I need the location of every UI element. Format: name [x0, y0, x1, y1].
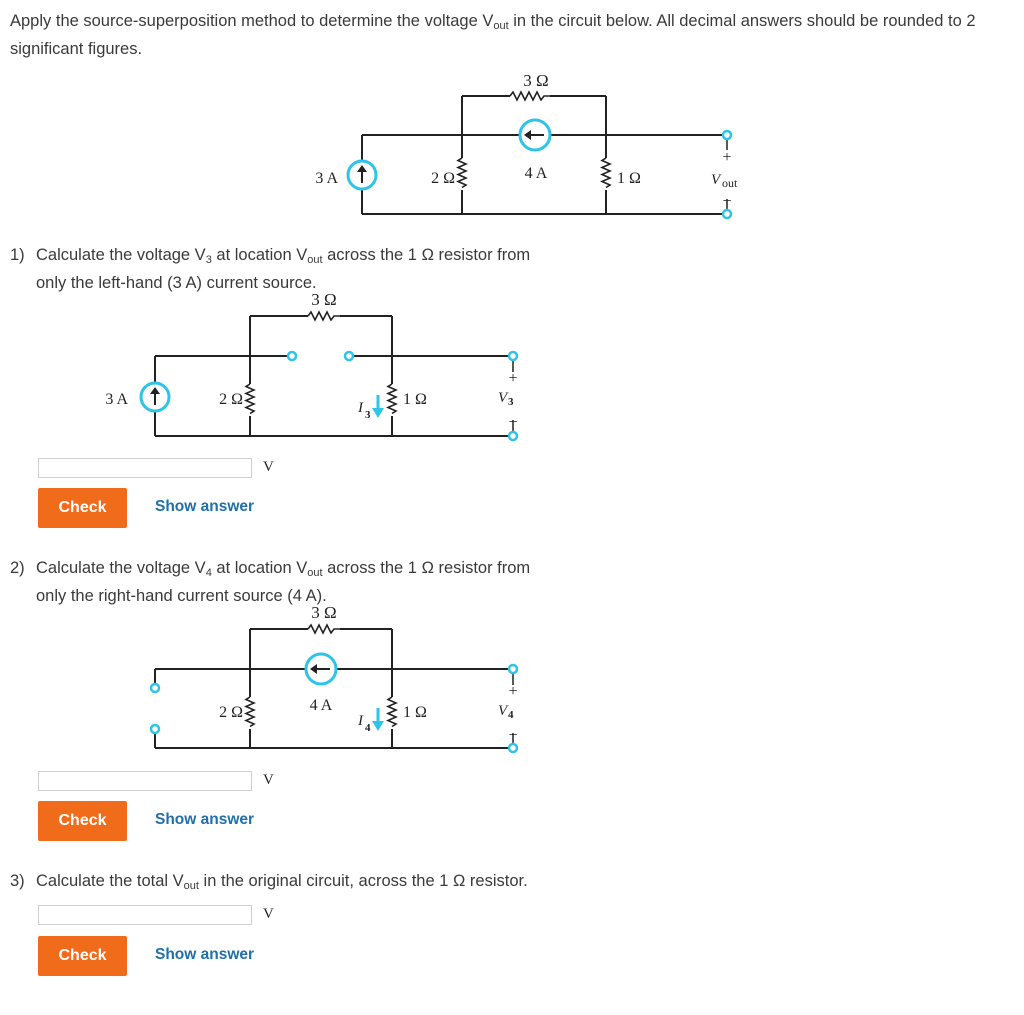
svg-text:−: − [722, 193, 732, 210]
svg-text:3 Ω: 3 Ω [311, 603, 337, 622]
svg-text:out: out [722, 176, 738, 190]
svg-text:2 Ω: 2 Ω [219, 704, 243, 721]
show-answer-link-2[interactable]: Show answer [155, 811, 255, 828]
unit-label-1: V [263, 459, 274, 475]
answer-input-3[interactable] [38, 905, 252, 925]
svg-text:V: V [498, 390, 508, 406]
svg-text:4 A: 4 A [309, 697, 333, 714]
svg-text:3 Ω: 3 Ω [523, 71, 549, 90]
problem-statement: Apply the source-superposition method to determine the voltage $V_{out}$ in the circuit below. All decimal answers should be rounded to 2 significant figures. [10, 12, 976, 58]
check-button-3[interactable]: Check [38, 936, 127, 976]
question-1: 1) Calculate the voltage $V_3$ at location $V_{out}$ across the 1 Ω resistor from only the left-hand (3 A) current source. [10, 246, 531, 292]
svg-text:1 Ω: 1 Ω [403, 391, 427, 408]
svg-text:V: V [711, 172, 721, 188]
svg-text:3 A: 3 A [315, 170, 338, 187]
show-answer-link-1[interactable]: Show answer [155, 498, 255, 515]
show-answer-link-3[interactable]: Show answer [155, 946, 255, 963]
current-source-4a-icon [306, 654, 336, 684]
svg-text:2 Ω: 2 Ω [219, 391, 243, 408]
svg-text:V: V [498, 703, 508, 719]
unit-label-3: V [263, 906, 274, 922]
current-arrow-i4-icon [372, 708, 384, 731]
svg-text:1 Ω: 1 Ω [617, 170, 641, 187]
question-3: 3) Calculate the total $V_{out}$ in the original circuit, across the 1 Ω resistor. [10, 872, 528, 892]
svg-text:+: + [508, 683, 518, 700]
unit-label-2: V [263, 772, 274, 788]
svg-text:3: 3 [508, 396, 514, 408]
svg-text:+: + [508, 370, 518, 387]
svg-text:4: 4 [365, 722, 371, 734]
svg-text:+: + [722, 149, 732, 166]
svg-text:3 A: 3 A [105, 391, 128, 408]
svg-text:4: 4 [508, 709, 514, 721]
svg-text:−: − [508, 414, 518, 431]
svg-text:3: 3 [365, 409, 371, 421]
svg-text:3 Ω: 3 Ω [311, 290, 337, 309]
svg-text:1 Ω: 1 Ω [403, 704, 427, 721]
svg-text:I: I [358, 400, 363, 416]
svg-text:2 Ω: 2 Ω [431, 170, 455, 187]
svg-text:−: − [508, 727, 518, 744]
check-button-2[interactable]: Check [38, 801, 127, 841]
answer-input-2[interactable] [38, 771, 252, 791]
question-2: 2) Calculate the voltage $V_4$ at location $V_{out}$ across the 1 Ω resistor from only the right-hand current source (4 A). [10, 559, 531, 605]
check-button-1[interactable]: Check [38, 488, 127, 528]
svg-text:4 A: 4 A [524, 165, 548, 182]
svg-text:I: I [358, 713, 363, 729]
